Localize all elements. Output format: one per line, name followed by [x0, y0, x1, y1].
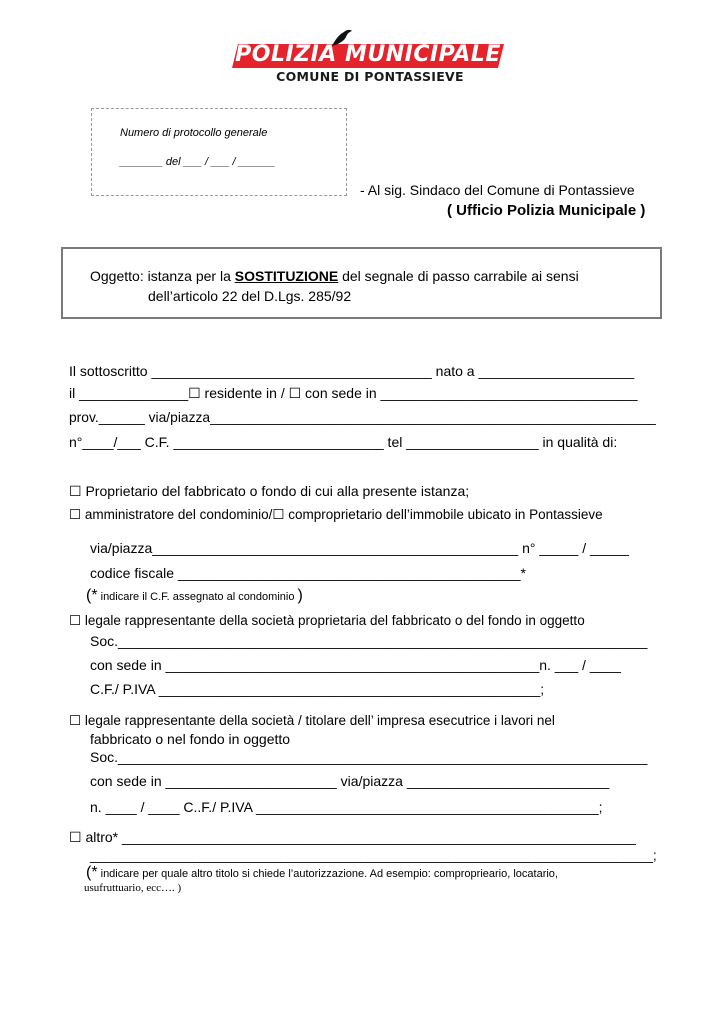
admin-note-close: ) [297, 587, 303, 604]
applicant-line3: prov.______ via/piazza__________________________________________________________ [69, 409, 656, 425]
option-admin: ☐ amministratore del condominio/☐ comproprietario dell’immobile ubicato in Pontassieve [69, 507, 603, 522]
applicant-line4: n°____/___ C.F. ___________________________ tel _________________ in qualità di: [69, 434, 618, 450]
protocol-date-line: _______ del ___ / ___ / ______ [120, 156, 276, 168]
logo-text: POLIZIA MUNICIPALE [235, 41, 501, 67]
protocol-label: Numero di protocollo generale [120, 127, 268, 139]
option-altro: ☐ altro* __________________________________________________________________ [69, 829, 636, 845]
protocol-box [91, 108, 347, 196]
subject-line2: dell’articolo 22 del D.Lgs. 285/92 [148, 288, 352, 304]
subject-keyword: SOSTITUZIONE [234, 268, 339, 284]
admin-note-text: indicare il C.F. assegnato al condominio [97, 591, 298, 603]
logo-subtitle: COMUNE DI PONTASSIEVE [276, 69, 464, 84]
admin-note [86, 587, 303, 605]
admin-via: via/piazza_______________________________________________ n° _____ / _____ [90, 540, 629, 556]
subject-prefix: Oggetto: istanza per la [90, 268, 235, 284]
legal2-soc: Soc.____________________________________________________________________ [90, 749, 648, 765]
option-legal1: ☐ legale rappresentante della società proprietaria del fabbricato o del fondo in oggetto [69, 613, 585, 628]
legal1-sede: con sede in ________________________________________________n. ___ / ____ [90, 657, 621, 673]
altro-line2: _____________________________________________________________________________; [90, 847, 657, 863]
altro-note-text: indicare per quale altro titolo si chiede l’autorizzazione. Ad esempio: comproprieario, locatario, [97, 868, 558, 880]
recipient-line: - Al sig. Sindaco del Comune di Pontassieve [360, 182, 635, 198]
applicant-line2: il ______________☐ residente in / ☐ con sede in _________________________________ [69, 385, 638, 401]
legal1-cf: C.F./ P.IVA _________________________________________________; [90, 681, 545, 697]
altro-note-line2: usufruttuario, ecc…. ) [84, 882, 182, 894]
subject-suffix: del segnale di passo carrabile ai sensi [338, 268, 579, 284]
recipient-office-text: ( Ufficio Polizia Municipale ) [447, 202, 646, 219]
admin-cf: codice fiscale ____________________________________________* [90, 565, 526, 581]
subject-line [90, 268, 579, 284]
legal2-cf: n. ____ / ____ C..F./ P.IVA ____________________________________________; [90, 799, 603, 815]
recipient-office [447, 202, 645, 219]
option-owner: ☐ Proprietario del fabbricato o fondo di cui alla presente istanza; [69, 483, 470, 499]
altro-note-open: (* [86, 864, 98, 881]
applicant-line1: Il sottoscritto ____________________________________ nato a ____________________ [69, 363, 635, 379]
legal2-line2: fabbricato o nel fondo in oggetto [90, 731, 291, 747]
legal1-soc: Soc.____________________________________________________________________ [90, 633, 648, 649]
option-legal2: ☐ legale rappresentante della società / titolare dell’ impresa esecutrice i lavori nel [69, 713, 555, 728]
altro-note [86, 864, 558, 882]
legal2-sede: con sede in ______________________ via/piazza __________________________ [90, 773, 610, 789]
admin-note-open: (* [86, 587, 98, 604]
